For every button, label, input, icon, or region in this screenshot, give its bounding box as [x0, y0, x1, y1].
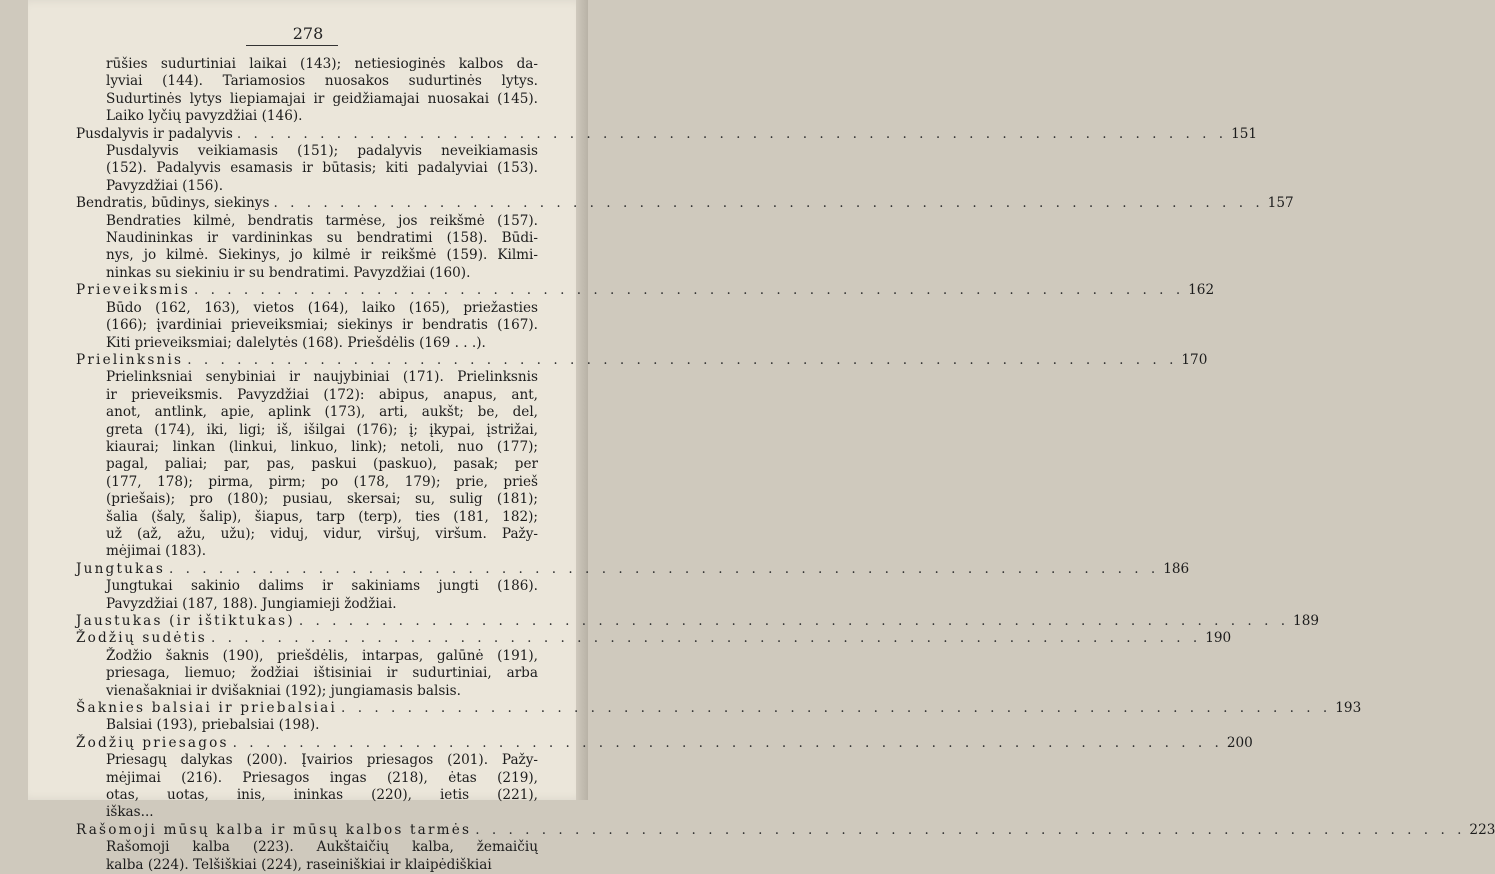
entry-line: vienašakniai ir dvišakniai (192); jungiamasis balsis.	[106, 682, 461, 699]
leader-dots: . . . . . . . . . . . . . . . . . . . . . . . . . . . . . . . . . . . . . . . . . . . . . . . . . . . . . . . . . . . .	[210, 630, 1202, 647]
toc-section	[76, 700, 1362, 735]
section-page-number: 186	[1163, 560, 1190, 577]
section-title: Rašomoji mūsų kalba ir mūsų kalbos tarmės	[76, 821, 472, 838]
entry-line: rūšies sudurtiniai laikai (143); netiesioginės kalbos da-	[106, 56, 538, 72]
entry-line: Žodžio šaknis (190), priešdėlis, intarpas, galūnė (191),	[106, 647, 538, 664]
toc-heading[interactable]	[76, 734, 1253, 752]
entry-line: Priesagų dalykas (200). Įvairios priesagos (201). Pažy-	[106, 752, 538, 769]
entry-line: iškas...	[106, 804, 154, 821]
toc-section	[76, 195, 1294, 282]
section-page-number: 157	[1267, 195, 1294, 212]
leader-dots: . . . . . . . . . . . . . . . . . . . . . . . . . . . . . . . . . . . . . . . . . . . . . . . . . . . . . . . . . . . .	[475, 821, 1466, 838]
entry-line: Pavyzdžiai (156).	[106, 177, 224, 194]
entry-line: ir prieveiksmis. Pavyzdžiai (172): abipus, anapus, ant,	[106, 386, 538, 403]
toc-heading[interactable]	[76, 821, 1495, 839]
section-page-number: 190	[1205, 630, 1232, 647]
entry-line: mėjimai (216). Priesagos ingas (218), ėtas (219),	[106, 769, 538, 786]
entry-line: Jungtukai sakinio dalims ir sakiniams jungti (186).	[106, 578, 538, 595]
entry-line: otas, uotas, inis, ininkas (220), ietis (221),	[106, 787, 538, 804]
section-title: Bendratis, būdinys, siekinys	[76, 195, 270, 212]
entry-line: nys, jo kilmė. Siekinys, jo kilmė ir reikšmė (159). Kilmi-	[106, 247, 538, 264]
toc-section	[76, 560, 1190, 613]
entry-line: kalba (224). Telšiškiai (224), raseiniškiai ir klaipėdiškiai	[106, 856, 492, 873]
toc-heading[interactable]	[76, 351, 1208, 369]
entry-line: Būdo (162, 163), vietos (164), laiko (165), priežasties	[106, 299, 538, 316]
entry-line: Kiti prieveiksmiai; dalelytės (168). Priešdėlis (169 . . .).	[106, 334, 486, 351]
section-page-number: 193	[1335, 700, 1362, 717]
leader-dots: . . . . . . . . . . . . . . . . . . . . . . . . . . . . . . . . . . . . . . . . . . . . . . . . . . . . . . . . . . . .	[193, 282, 1185, 299]
page-number: 278	[292, 24, 324, 43]
toc-section	[76, 613, 1319, 630]
entry-line: kiaurai; linkan (linkui, linkuo, link); netoli, nuo (177);	[106, 438, 538, 455]
entry-line: (152). Padalyvis esamasis ir būtasis; kiti padalyviai (153).	[106, 160, 538, 177]
toc-heading[interactable]	[76, 282, 1215, 299]
toc-heading[interactable]	[76, 700, 1362, 717]
section-page-number: 170	[1181, 351, 1208, 368]
section-page-number: 200	[1226, 734, 1253, 751]
section-title: Prielinksnis	[76, 351, 184, 368]
entry-line: Prielinksniai senybiniai ir naujybiniai (171). Prielinksnis	[106, 369, 538, 386]
entry-line: greta (174), iki, ligi; iš, išilgai (176); į; įkypai, įstrižai,	[106, 421, 538, 438]
entry-line: Naudininkas ir vardininkas su bendratimi (158). Būdi-	[106, 230, 538, 247]
leader-dots: . . . . . . . . . . . . . . . . . . . . . . . . . . . . . . . . . . . . . . . . . . . . . . . . . . . . . . . . . . . .	[236, 125, 1228, 142]
entry-line: lyviai (144). Tariamosios nuosakos sudurtinės lytys.	[106, 73, 538, 90]
section-page-number: 162	[1188, 282, 1215, 299]
entry-line: Laiko lyčių pavyzdžiai (146).	[106, 108, 303, 125]
toc-section	[76, 821, 1495, 874]
section-title: Šaknies balsiai ir priebalsiai	[76, 700, 338, 717]
section-title: Jungtukas	[76, 560, 165, 577]
entry-line: Bendraties kilmė, bendratis tarmėse, jos reikšmė (157).	[106, 212, 538, 229]
table-of-contents	[76, 56, 1495, 874]
entry-line: šalia (šaly, šalip), šiapus, tarp (terp), ties (181, 182);	[106, 508, 538, 525]
toc-section	[76, 734, 1253, 822]
toc-heading[interactable]	[76, 630, 1232, 647]
toc-heading[interactable]	[76, 560, 1190, 578]
entry-line: už (až, ažu, užu); viduj, vidur, viršuj, viršum. Pažy-	[106, 525, 538, 542]
leader-dots: . . . . . . . . . . . . . . . . . . . . . . . . . . . . . . . . . . . . . . . . . . . . . . . . . . . . . . . . . . . .	[341, 700, 1332, 717]
leader-dots: . . . . . . . . . . . . . . . . . . . . . . . . . . . . . . . . . . . . . . . . . . . . . . . . . . . . . . . . . . . .	[187, 351, 1178, 368]
leader-dots: . . . . . . . . . . . . . . . . . . . . . . . . . . . . . . . . . . . . . . . . . . . . . . . . . . . . . . . . . . . .	[298, 613, 1290, 629]
entry-line: (177, 178); pirma, pirm; po (178, 179); prie, prieš	[106, 473, 538, 490]
entry-line: anot, antlink, apie, aplink (173), arti, aukšt; be, del,	[106, 404, 538, 421]
toc-section	[76, 630, 1232, 700]
intro-block	[76, 56, 538, 126]
entry-line: Pavyzdžiai (187, 188). Jungiamieji žodžiai.	[106, 595, 397, 612]
header-rule	[246, 45, 338, 46]
entry-line: ninkas su siekiniu ir su bendratimi. Pavyzdžiai (160).	[106, 264, 471, 281]
page-edge	[576, 0, 588, 800]
section-title: Žodžių priesagos	[76, 734, 229, 751]
section-title: Pusdalyvis ir padalyvis	[76, 125, 233, 142]
entry-line: Pusdalyvis veikiamasis (151); padalyvis neveikiamasis	[106, 143, 538, 160]
section-title: Jaustukas (ir ištiktukas)	[76, 613, 295, 629]
toc-section	[76, 351, 1208, 561]
section-page-number: 151	[1231, 125, 1258, 142]
entry-line: pagal, paliai; par, pas, paskui (paskuo), pasak; per	[106, 456, 538, 473]
toc-section	[76, 125, 1258, 196]
entry-line: mėjimai (183).	[106, 543, 207, 560]
leader-dots: . . . . . . . . . . . . . . . . . . . . . . . . . . . . . . . . . . . . . . . . . . . . . . . . . . . . . . . . . . . .	[169, 560, 1160, 577]
section-title: Prieveiksmis	[76, 282, 190, 299]
entry-line: Balsiai (193), priebalsiai (198).	[106, 717, 320, 734]
toc-heading[interactable]	[76, 125, 1258, 143]
toc-heading[interactable]	[76, 195, 1294, 212]
sections	[76, 125, 1495, 874]
entry-line: (priešais); pro (180); pusiau, skersai; su, sulig (181);	[106, 491, 538, 508]
section-page-number: 223	[1469, 821, 1495, 838]
entry-line: Rašomoji kalba (223). Aukštaičių kalba, žemaičių	[106, 839, 538, 856]
book-page	[28, 0, 1495, 873]
toc-section	[76, 282, 1215, 352]
section-page-number: 189	[1293, 613, 1319, 629]
section-title: Žodžių sudėtis	[76, 630, 207, 647]
toc-heading[interactable]	[76, 613, 1319, 630]
leader-dots: . . . . . . . . . . . . . . . . . . . . . . . . . . . . . . . . . . . . . . . . . . . . . . . . . . . . . . . . . . . .	[273, 195, 1264, 212]
entry-line: priesaga, liemuo; žodžiai ištisiniai ir sudurtiniai, arba	[106, 665, 538, 682]
entry-line: Sudurtinės lytys liepiamajai ir geidžiamajai nuosakai (145).	[106, 90, 538, 107]
leader-dots: . . . . . . . . . . . . . . . . . . . . . . . . . . . . . . . . . . . . . . . . . . . . . . . . . . . . . . . . . . . .	[232, 734, 1223, 751]
entry-line: (166); įvardiniai prieveiksmiai; siekinys ir bendratis (167).	[106, 317, 538, 334]
